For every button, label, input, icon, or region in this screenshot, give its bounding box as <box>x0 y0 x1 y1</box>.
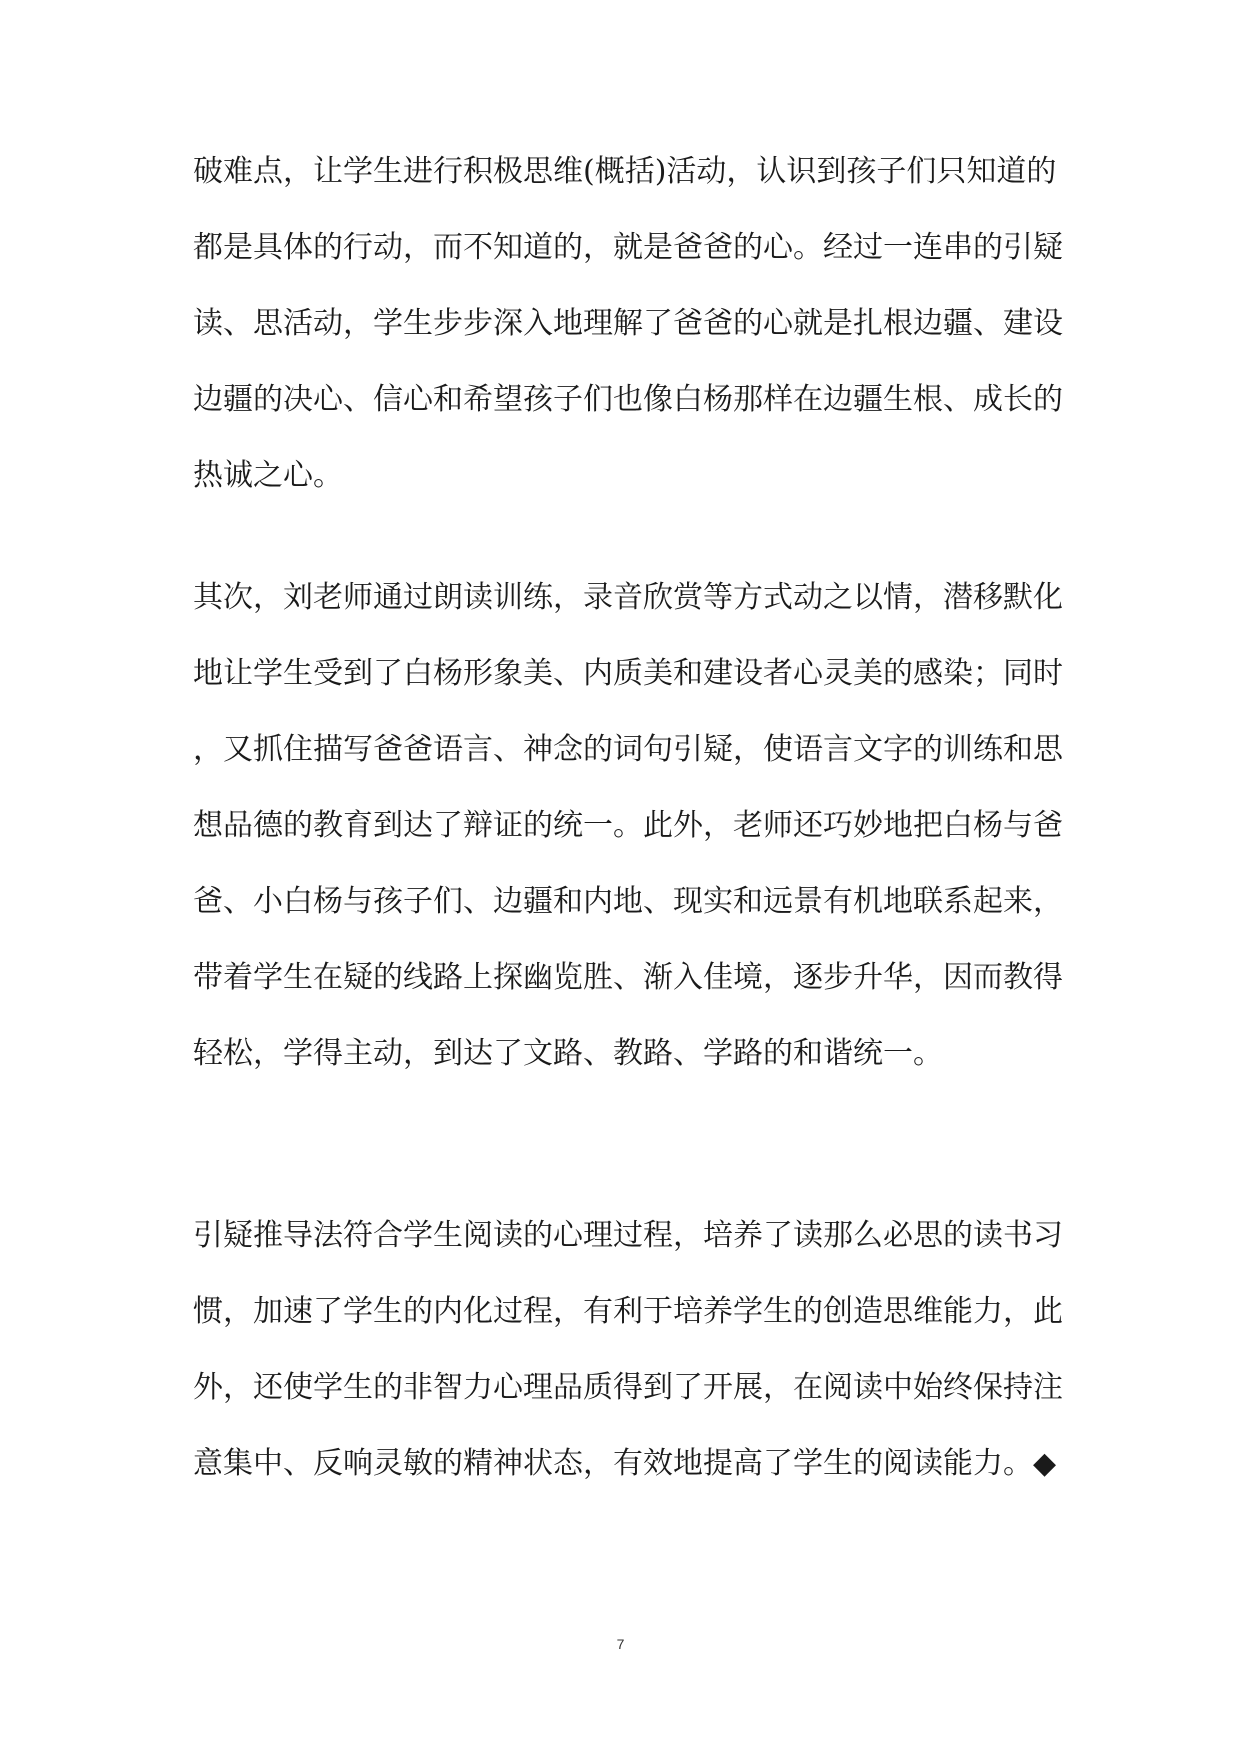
paragraph-3 <box>193 1198 1063 1502</box>
text-line: 读、思活动，学生步步深入地理解了爸爸的心就是扎根边疆、建设 <box>193 306 1063 341</box>
text-line: 爸、小白杨与孩子们、边疆和内地、现实和远景有机地联系起来， <box>193 884 1063 919</box>
text-line: 外，还使学生的非智力心理品质得到了开展，在阅读中始终保持注 <box>193 1370 1063 1405</box>
paragraph-2 <box>193 560 1063 1092</box>
text-line: 破难点，让学生进行积极思维(概括)活动，认识到孩子们只知道的 <box>193 154 1057 189</box>
text-line: 带着学生在疑的线路上探幽览胜、渐入佳境，逐步升华，因而教得 <box>193 960 1063 995</box>
text-line: 轻松，学得主动，到达了文路、教路、学路的和谐统一。 <box>193 1036 943 1071</box>
text-line: 热诚之心。 <box>193 458 343 493</box>
page-number: 7 <box>616 1636 625 1652</box>
text-line: 其次，刘老师通过朗读训练，录音欣赏等方式动之以情，潜移默化 <box>193 580 1063 615</box>
text-line: ，又抓住描写爸爸语言、神念的词句引疑，使语言文字的训练和思 <box>193 732 1063 767</box>
text-line: 边疆的决心、信心和希望孩子们也像白杨那样在边疆生根、成长的 <box>193 382 1063 417</box>
text-line: 意集中、反响灵敏的精神状态，有效地提高了学生的阅读能力。◆ <box>193 1446 1057 1481</box>
text-line: 都是具体的行动，而不知道的，就是爸爸的心。经过一连串的引疑 <box>193 230 1063 265</box>
paragraph-1 <box>193 134 1063 514</box>
text-line: 地让学生受到了白杨形象美、内质美和建设者心灵美的感染；同时 <box>193 656 1063 691</box>
text-line: 想品德的教育到达了辩证的统一。此外，老师还巧妙地把白杨与爸 <box>193 808 1063 843</box>
text-line: 惯，加速了学生的内化过程，有利于培养学生的创造思维能力，此 <box>193 1294 1063 1329</box>
text-line: 引疑推导法符合学生阅读的心理过程，培养了读那么必思的读书习 <box>193 1218 1063 1253</box>
